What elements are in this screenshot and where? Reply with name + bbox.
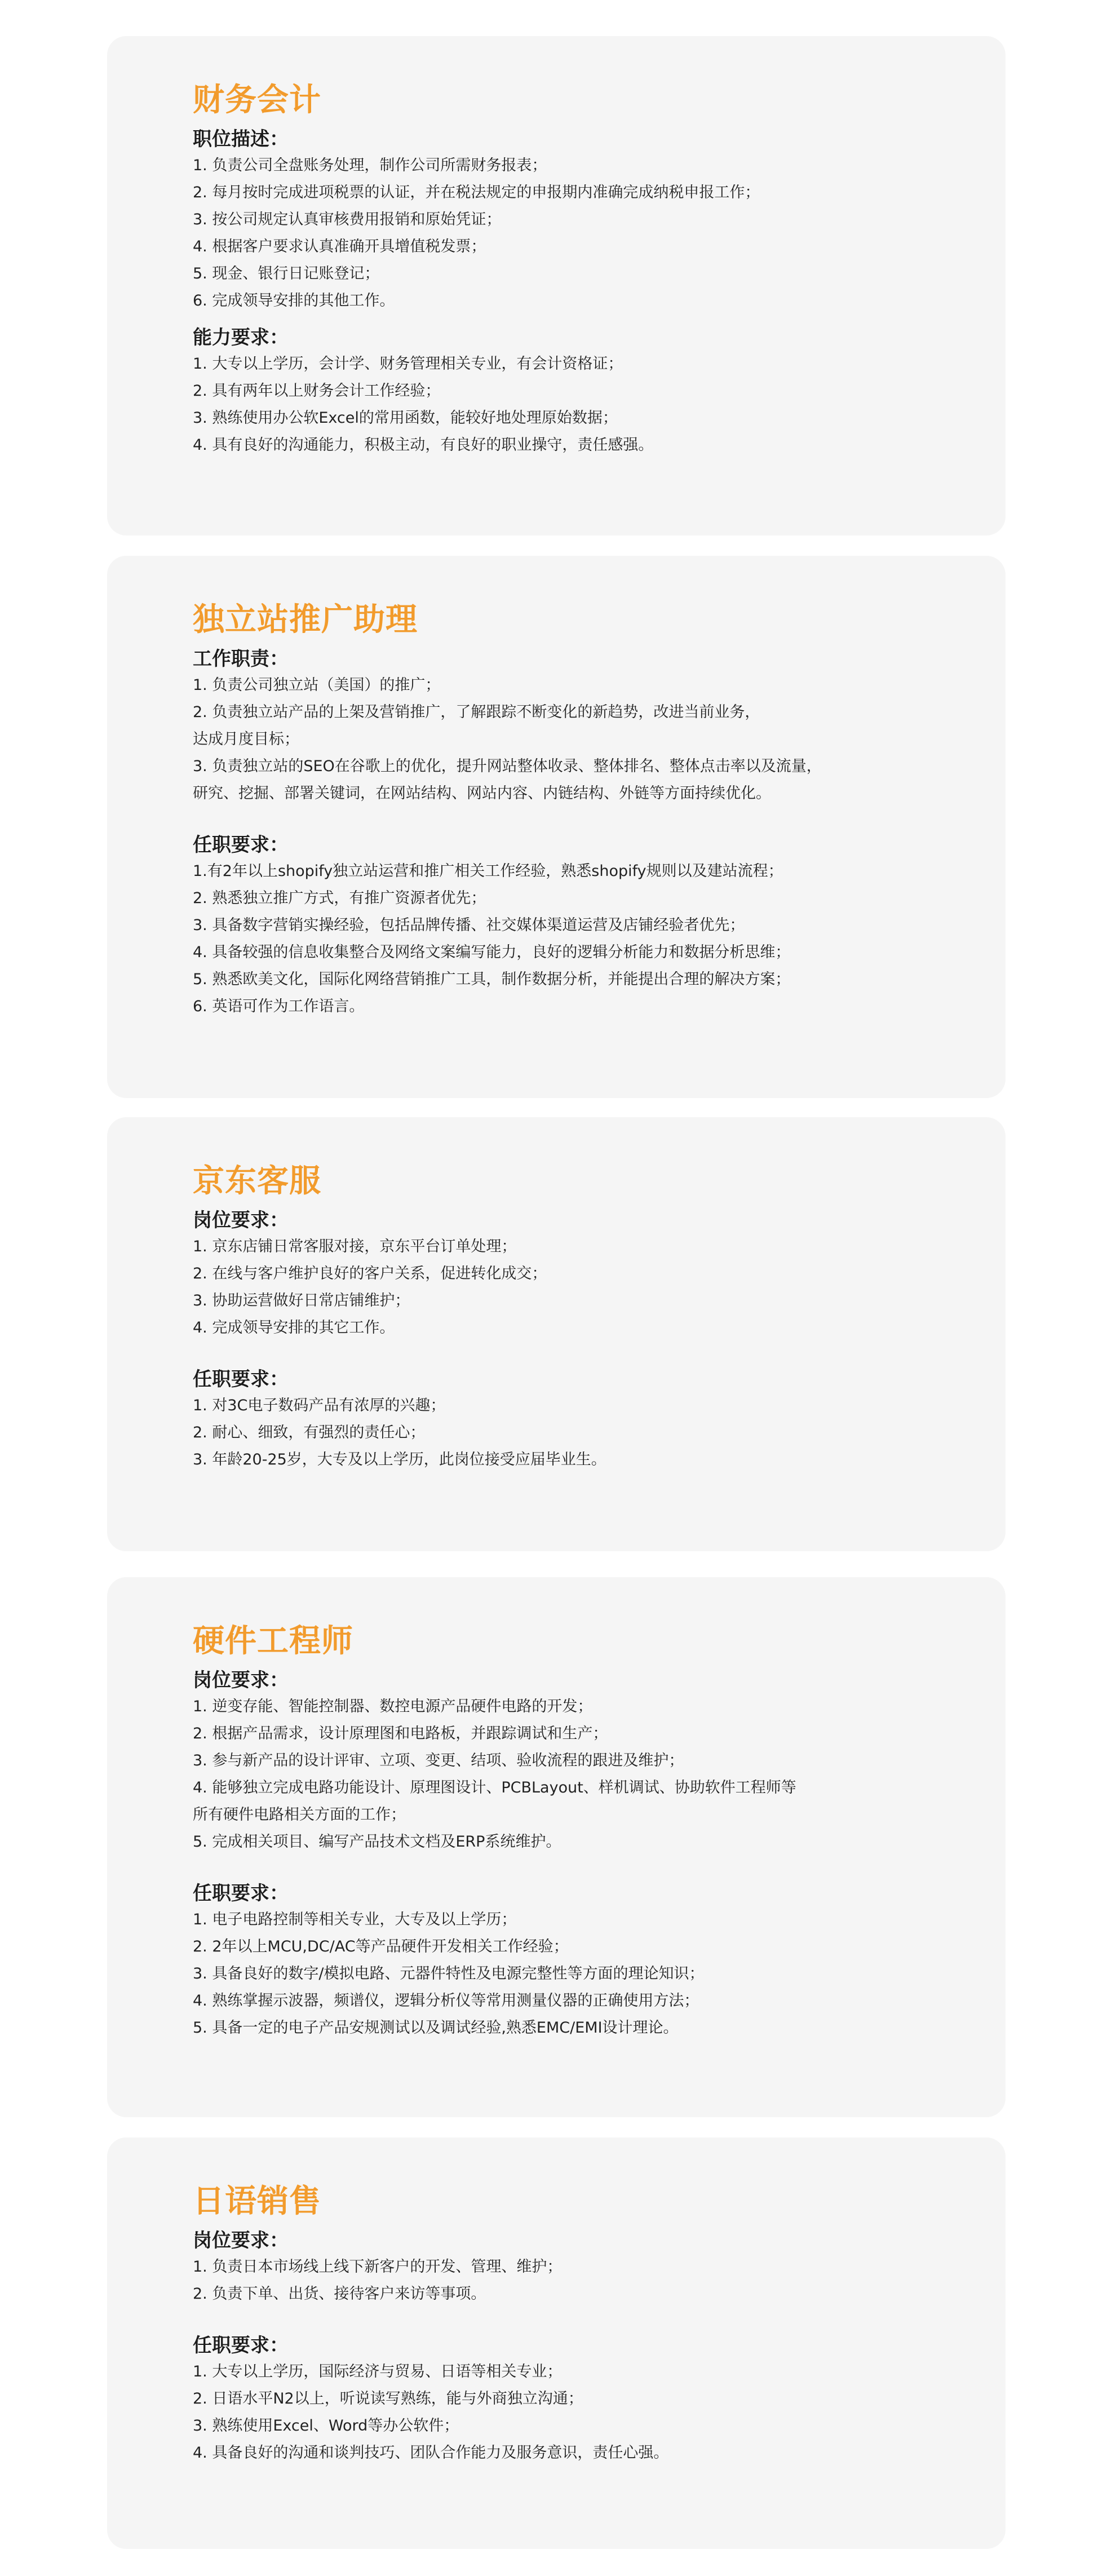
job-section: [193, 1366, 920, 1473]
list-item: 3. 按公司规定认真审核费用报销和原始凭证；: [193, 211, 502, 228]
section-heading: 任职要求：: [193, 1882, 289, 1905]
list-item: 4. 熟练掌握示波器，频谱仪，逻辑分析仪等常用测量仪器的正确使用方法；: [193, 1992, 699, 2010]
list-item: 3. 具备数字营销实操经验，包括品牌传播、社交媒体渠道运营及店铺经验者优先；: [193, 917, 745, 934]
section-heading: 岗位要求：: [193, 1209, 289, 1232]
list-item: 2. 耐心、细致，有强烈的责任心；: [193, 1424, 426, 1441]
section-heading: 任职要求：: [193, 2334, 289, 2357]
job-title: 财务会计: [193, 82, 321, 118]
list-item: 3. 负责独立站的SEO在谷歌上的优化，提升网站整体收录、整体排名、整体点击率以及流量，: [193, 758, 822, 775]
list-item: 4. 具有良好的沟通能力，积极主动，有良好的职业操守，责任感强。: [193, 436, 654, 454]
list-item: 4. 根据客户要求认真准确开具增值税发票；: [193, 238, 486, 255]
list-item: 1. 大专以上学历，国际经济与贸易、日语等相关专业；: [193, 2363, 563, 2380]
job-title: 京东客服: [193, 1163, 321, 1200]
list-item: 2. 熟悉独立推广方式，有推广资源者优先；: [193, 889, 486, 907]
list-item: 3. 具备良好的数字/模拟电路、元器件特性及电源完整性等方面的理论知识；: [193, 1965, 705, 1982]
list-item: 6. 英语可作为工作语言。: [193, 998, 365, 1015]
list-item: 2. 每月按时完成进项税票的认证，并在税法规定的申报期内准确完成纳税申报工作；: [193, 184, 760, 201]
job-card-finance-accountant: [107, 36, 1006, 535]
section-heading: 任职要求：: [193, 834, 289, 856]
list-item: 5. 熟悉欧美文化，国际化网络营销推广工具，制作数据分析，并能提出合理的解决方案；: [193, 971, 791, 988]
job-section: [193, 832, 920, 1020]
list-item: 2. 2年以上MCU,DC/AC等产品硬件开发相关工作经验；: [193, 1938, 569, 1955]
list-item: 1. 电子电路控制等相关专业，大专及以上学历；: [193, 1911, 517, 1928]
job-card-jd-customer-service: [107, 1117, 1006, 1551]
job-card-japanese-sales: [107, 2137, 1006, 2549]
list-item: 4. 能够独立完成电路功能设计、原理图设计、PCBLayout、样机调试、协助软件工程师等: [193, 1779, 796, 1796]
section-heading: 能力要求：: [193, 326, 289, 349]
job-section: [193, 1207, 920, 1342]
job-title: 硬件工程师: [193, 1623, 353, 1659]
list-item: 2. 在线与客户维护良好的客户关系，促进转化成交；: [193, 1265, 547, 1282]
list-item: 1. 大专以上学历，会计学、财务管理相关专业，有会计资格证；: [193, 355, 623, 373]
job-card-hardware-engineer: [107, 1577, 1006, 2117]
list-item: 1.有2年以上shopify独立站运营和推广相关工作经验，熟悉shopify规则以及建站流程；: [193, 862, 783, 880]
list-item: 4. 完成领导安排的其它工作。: [193, 1319, 395, 1336]
list-item: 2. 日语水平N2以上，听说读写熟练，能与外商独立沟通；: [193, 2390, 583, 2407]
job-title: 独立站推广助理: [193, 601, 418, 638]
list-item: 1. 对3C电子数码产品有浓厚的兴趣；: [193, 1397, 446, 1414]
list-item: 3. 参与新产品的设计评审、立项、变更、结项、验收流程的跟进及维护；: [193, 1752, 684, 1769]
job-section: [193, 646, 920, 807]
job-card-independent-site-promotion-assistant: [107, 556, 1006, 1098]
list-item: 2. 负责下单、出货、接待客户来访等事项。: [193, 2285, 486, 2303]
list-item: 研究、挖掘、部署关键词，在网站结构、网站内容、内链结构、外链等方面持续优化。: [193, 785, 771, 802]
list-item: 5. 现金、银行日记账登记；: [193, 265, 380, 282]
section-heading: 岗位要求：: [193, 1669, 289, 1692]
job-section: [193, 2332, 920, 2467]
list-item: 4. 具备良好的沟通和谈判技巧、团队合作能力及服务意识，责任心强。: [193, 2444, 669, 2462]
section-heading: 职位描述：: [193, 128, 289, 151]
list-item: 3. 熟练使用办公软Excel的常用函数，能较好地处理原始数据；: [193, 409, 618, 427]
list-item: 2. 负责独立站产品的上架及营销推广，了解跟踪不断变化的新趋势，改进当前业务，: [193, 703, 760, 721]
list-item: 1. 负责日本市场线上线下新客户的开发、管理、维护；: [193, 2258, 563, 2276]
list-item: 1. 逆变存能、智能控制器、数控电源产品硬件电路的开发；: [193, 1698, 593, 1715]
list-item: 3. 年龄20-25岁，大专及以上学历，此岗位接受应届毕业生。: [193, 1451, 606, 1468]
list-item: 3. 协助运营做好日常店铺维护；: [193, 1292, 410, 1309]
job-section: [193, 2228, 920, 2308]
job-section: [193, 325, 920, 459]
list-item: 6. 完成领导安排的其他工作。: [193, 292, 395, 309]
list-item: 2. 具有两年以上财务会计工作经验；: [193, 382, 441, 400]
list-item: 1. 负责公司全盘账务处理，制作公司所需财务报表；: [193, 157, 547, 174]
list-item: 4. 具备较强的信息收集整合及网络文案编写能力，良好的逻辑分析能力和数据分析思维；: [193, 944, 791, 961]
list-item: 3. 熟练使用Excel、Word等办公软件；: [193, 2417, 459, 2435]
list-item: 1. 负责公司独立站（美国）的推广；: [193, 676, 441, 694]
job-section: [193, 126, 920, 315]
list-item: 5. 具备一定的电子产品安规测试以及调试经验,熟悉EMC/EMI设计理论。: [193, 2019, 679, 2037]
list-item: 所有硬件电路相关方面的工作；: [193, 1806, 406, 1823]
job-title: 日语销售: [193, 2183, 321, 2220]
list-item: 1. 京东店铺日常客服对接，京东平台订单处理；: [193, 1238, 517, 1255]
list-item: 2. 根据产品需求，设计原理图和电路板，并跟踪调试和生产；: [193, 1725, 608, 1742]
section-heading: 工作职责：: [193, 648, 289, 670]
job-section: [193, 1667, 920, 1856]
section-heading: 岗位要求：: [193, 2229, 289, 2252]
list-item: 5. 完成相关项目、编写产品技术文档及ERP系统维护。: [193, 1833, 561, 1851]
job-section: [193, 1880, 920, 2042]
list-item: 达成月度目标；: [193, 731, 299, 748]
section-heading: 任职要求：: [193, 1368, 289, 1391]
